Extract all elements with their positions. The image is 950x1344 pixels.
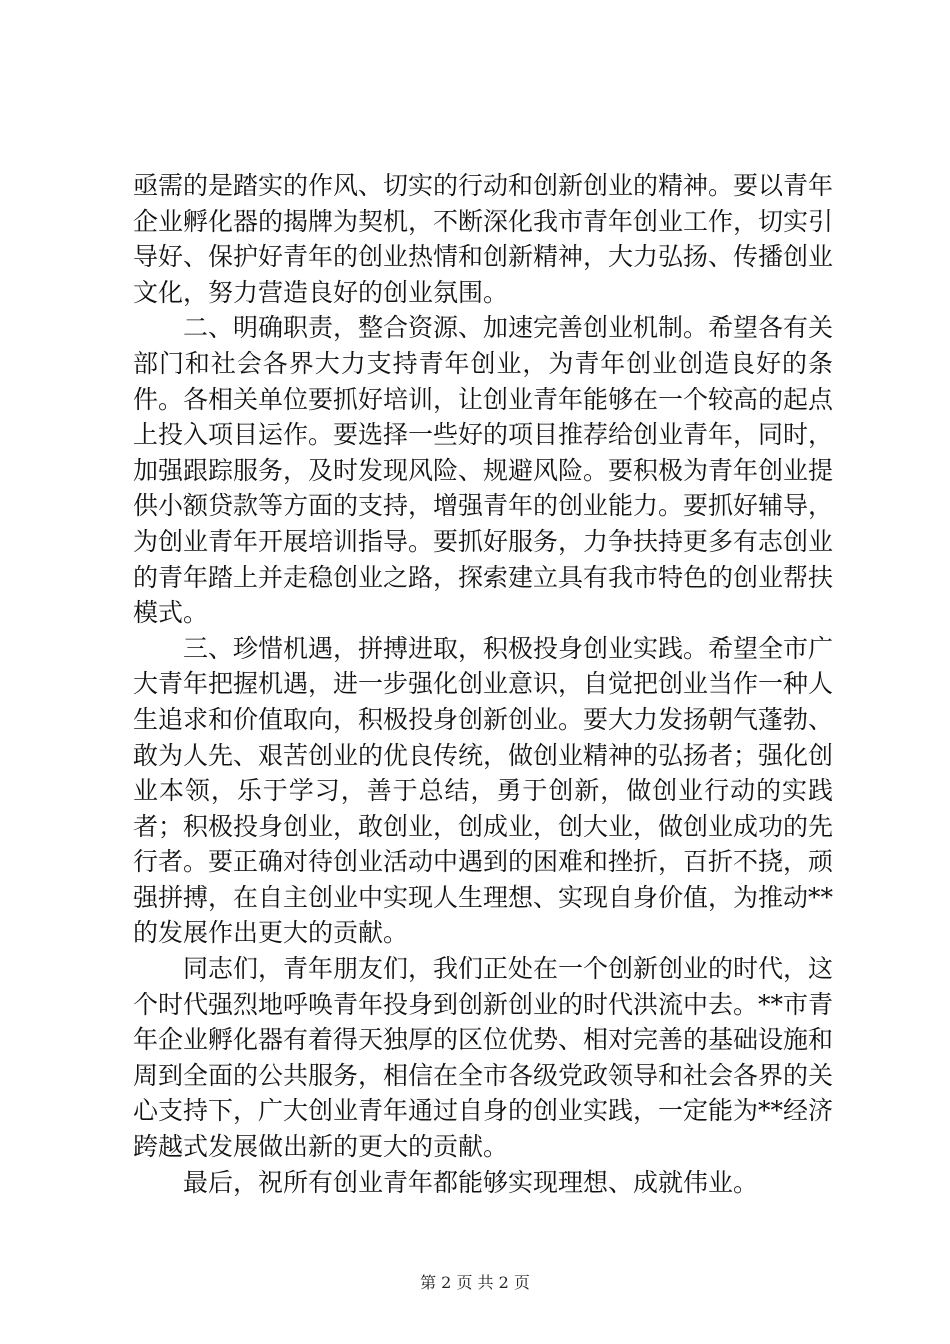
paragraph-1: 亟需的是踏实的作风、切实的行动和创新创业的精神。要以青年企业孵化器的揭牌为契机，不断深化我市青年创业工作，切实引导好、保护好青年的创业热情和创新精神，大力弘扬、传播创业文化，努力营造良好的创业氛围。 (133, 171, 834, 307)
paragraph-3: 三、珍惜机遇，拼搏进取，积极投身创业实践。希望全市广大青年把握机遇，进一步强化创业意识，自觉把创业当作一种人生追求和价值取向，积极投身创新创业。要大力发扬朝气蓬勃、敢为人先、艰苦创业的优良传统，做创业精神的弘扬者；强化创业本领，乐于学习，善于总结，勇于创新，做创业行动的实践者；积极投身创业，敢创业，创成业，创大业，做创业成功的先行者。要正确对待创业活动中遇到的困难和挫折，百折不挠，顽强拼搏，在自主创业中实现人生理想、实现自身价值，为推动**的发展作出更大的贡献。 (133, 633, 834, 948)
document-body (133, 168, 833, 1200)
paragraph-2: 二、明确职责，整合资源、加速完善创业机制。希望各有关部门和社会各界大力支持青年创业，为青年创业创造良好的条件。各相关单位要抓好培训，让创业青年能够在一个较高的起点上投入项目运作。要选择一些好的项目推荐给创业青年，同时，加强跟踪服务，及时发现风险、规避风险。要积极为青年创业提供小额贷款等方面的支持，增强青年的创业能力。要抓好辅导，为创业青年开展培训指导。要抓好服务，力争扶持更多有志创业的青年踏上并走稳创业之路，探索建立具有我市特色的创业帮扶模式。 (133, 313, 834, 628)
paragraph-4: 同志们，青年朋友们，我们正处在一个创新创业的时代，这个时代强烈地呼唤青年投身到创新创业的时代洪流中去。**市青年企业孵化器有着得天独厚的区位优势、相对完善的基础设施和周到全面的公共服务，相信在全市各级党政领导和社会各界的关心支持下，广大创业青年通过自身的创业实践，一定能为**经济跨越式发展做出新的更大的贡献。 (133, 954, 834, 1162)
paragraph-5: 最后，祝所有创业青年都能够实现理想、成就伟业。 (183, 1167, 759, 1197)
page-number-footer: 第 2 页 共 2 页 (420, 1273, 530, 1292)
